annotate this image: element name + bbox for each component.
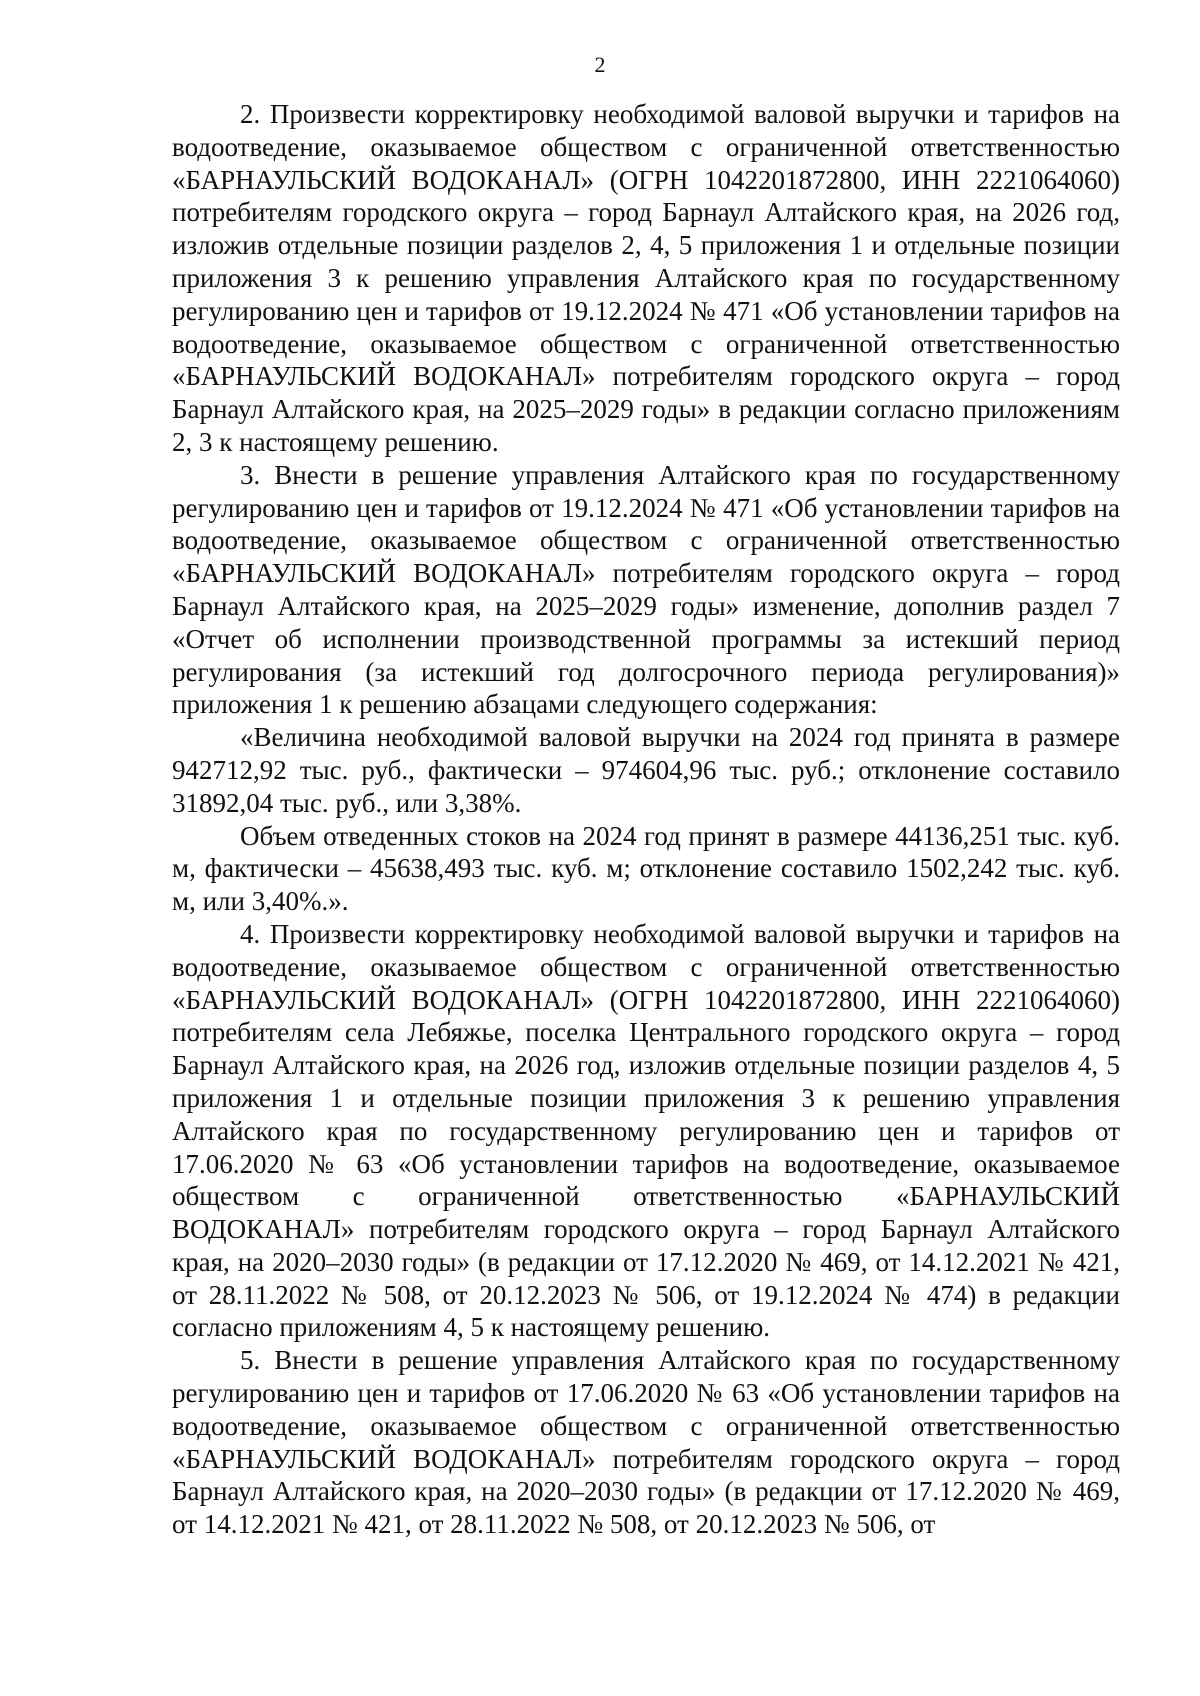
page-number: 2 [594,52,606,77]
paragraph-5: 5. Внести в решение управления Алтайского края по государственному регулированию цен и тарифов от 17.06.2020 № 63 «Об установлении тарифов на водоотведение, оказываемое обществом с ограниченной ответственностью «БАРНАУЛЬСКИЙ ВОДОКАНАЛ» потребителям городского округа – город Барнаул Алтайского края, на 2020–2030 годы» (в редакции от 17.12.2020 № 469, от 14.12.2021 № 421, от 28.11.2022 № 508, от 20.12.2023 № 506, от [172,1345,1120,1540]
paragraph-3-quote-revenue: «Величина необходимой валовой выручки на 2024 год принята в размере 942712,92 тыс. руб., фактически – 974604,96 тыс. руб.; отклонение составило 31892,04 тыс. руб., или 3,38%. [172,722,1120,818]
paragraph-2: 2. Произвести корректировку необходимой валовой выручки и тарифов на водоотведение, оказываемое обществом с ограниченной ответственностью «БАРНАУЛЬСКИЙ ВОДОКАНАЛ» (ОГРН 1042201872800, ИНН 2221064060) потребителям городского округа – город Барнаул Алтайского края, на 2026 год, изложив отдельные позиции разделов 2, 4, 5 приложения 1 и отдельные позиции приложения 3 к решению управления Алтайского края по государственному регулированию цен и тарифов от 19.12.2024 № 471 «Об установлении тарифов на водоотведение, оказываемое обществом с ограниченной ответственностью «БАРНАУЛЬСКИЙ ВОДОКАНАЛ» потребителям городского округа – город Барнаул Алтайского края, на 2025–2029 годы» в редакции согласно приложениям 2, 3 к настоящему решению. [172,99,1120,457]
document-body [172,98,1120,1541]
paragraph-3-quote-volume: Объем отведенных стоков на 2024 год принят в размере 44136,251 тыс. куб. м, фактически – 45638,493 тыс. куб. м; отклонение составило 1502,242 тыс. куб. м, или 3,40%.». [172,820,1120,917]
paragraph-4: 4. Произвести корректировку необходимой валовой выручки и тарифов на водоотведение, оказываемое обществом с ограниченной ответственностью «БАРНАУЛЬСКИЙ ВОДОКАНАЛ» (ОГРН 1042201872800, ИНН 2221064060) потребителям села Лебяжье, поселка Центрального городского округа – город Барнаул Алтайского края, на 2026 год, изложив отдельные позиции разделов 4, 5 приложения 1 и отдельные позиции приложения 3 к решению управления Алтайского края по государственному регулированию цен и тарифов от 17.06.2020 № 63 «Об установлении тарифов на водоотведение, оказываемое обществом с ограниченной ответственностью «БАРНАУЛЬСКИЙ ВОДОКАНАЛ» потребителям городского округа – город Барнаул Алтайского края, на 2020–2030 годы» (в редакции от 17.12.2020 № 469, от 14.12.2021 № 421, от 28.11.2022 № 508, от 20.12.2023 № 506, от 19.12.2024 № 474) в редакции согласно приложениям 4, 5 к настоящему решению. [172,918,1120,1343]
paragraph-3: 3. Внести в решение управления Алтайского края по государственному регулированию цен и тарифов от 19.12.2024 № 471 «Об установлении тарифов на водоотведение, оказываемое обществом с ограниченной ответственностью «БАРНАУЛЬСКИЙ ВОДОКАНАЛ» потребителям городского округа – город Барнаул Алтайского края, на 2025–2029 годы» изменение, дополнив раздел 7 «Отчет об исполнении производственной программы за истекший период регулирования (за истекший год долгосрочного периода регулирования)» приложения 1 к решению абзацами следующего содержания: [172,459,1120,720]
